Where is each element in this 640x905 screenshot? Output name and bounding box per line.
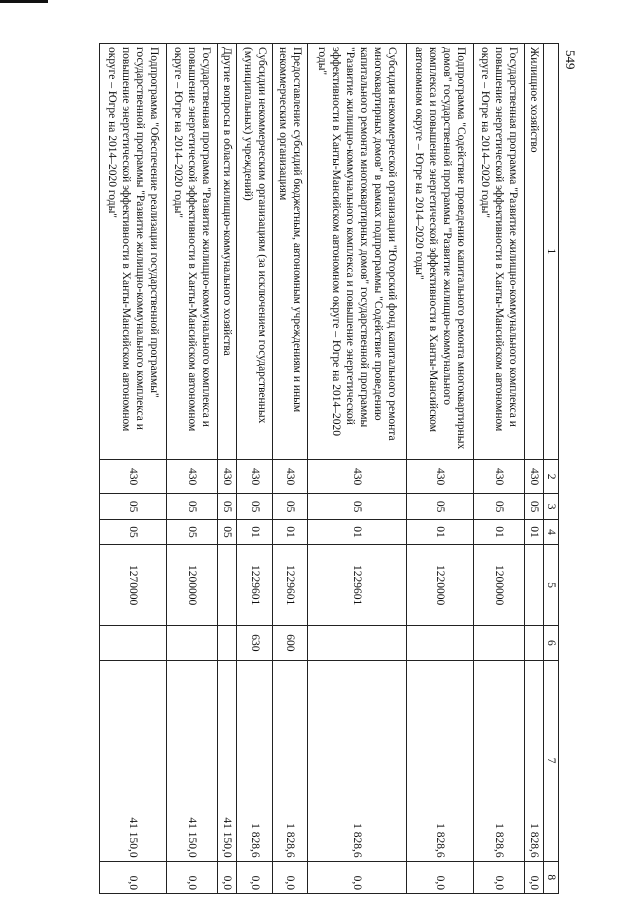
row-expense-type [524, 626, 543, 661]
header-cell-8: 8 [543, 861, 558, 893]
table-row [272, 44, 307, 894]
row-amount: 41 150,0 [218, 660, 237, 861]
row-target-code [524, 545, 543, 626]
row-target-code [218, 545, 237, 626]
header-cell-2: 2 [543, 459, 558, 494]
row-amount: 1 828,6 [307, 660, 406, 861]
row-section-code: 05 [100, 494, 167, 519]
header-cell-6: 6 [543, 626, 558, 661]
row-expense-type [167, 626, 218, 661]
row-description: Подпрограмма "Обеспечение реализации государственной программы" государственной программы "Развитие жилищно-коммунального комплекса и повышение энергетической эффективности в Ханты-Мансийском автономном округе – Югре на 2014–2020 годы" [100, 44, 167, 460]
header-cell-1: 1 [543, 44, 558, 460]
table-row [237, 44, 272, 894]
table-row [473, 44, 524, 894]
row-section-code: 05 [406, 494, 473, 519]
row-subsection-code: 05 [100, 519, 167, 544]
row-section-code: 05 [167, 494, 218, 519]
row-amount-2: 0,0 [100, 861, 167, 893]
row-subsection-code: 01 [473, 519, 524, 544]
row-target-code: 1229601 [237, 545, 272, 626]
table-row [524, 44, 543, 894]
row-amount: 41 150,0 [167, 660, 218, 861]
table-row [406, 44, 473, 894]
row-amount-2: 0,0 [272, 861, 307, 893]
row-expense-type [473, 626, 524, 661]
row-amount: 1 828,6 [272, 660, 307, 861]
row-description: Предоставление субсидий бюджетным, автономным учреждениям и иным некоммерческим организациям [272, 44, 307, 460]
row-subsection-code: 01 [307, 519, 406, 544]
table-row [100, 44, 167, 894]
row-admin-code: 430 [218, 459, 237, 494]
budget-table [99, 43, 559, 894]
header-row [543, 44, 558, 894]
row-description: Жилищное хозяйство [524, 44, 543, 460]
table-row [218, 44, 237, 894]
row-amount-2: 0,0 [473, 861, 524, 893]
header-cell-5: 5 [543, 545, 558, 626]
row-amount: 1 828,6 [473, 660, 524, 861]
row-expense-type [307, 626, 406, 661]
row-amount: 1 828,6 [237, 660, 272, 861]
row-admin-code: 430 [406, 459, 473, 494]
row-target-code: 1270000 [100, 545, 167, 626]
budget-table-wrapper [99, 43, 559, 894]
row-description: Субсидия некоммерческой организации "Югорский фонд капитального ремонта многоквартирных домов" в рамках подпрограммы "Содействие проведению капитального ремонта многоквартирных домов" государственной программы "Развитие жилищно-коммунального комплекса и повышение энергетической эффективности в Ханты-Мансийском автономном округе – Югре на 2014–2020 годы" [307, 44, 406, 460]
page-number: 549 [563, 50, 578, 70]
row-subsection-code: 01 [237, 519, 272, 544]
row-amount-2: 0,0 [307, 861, 406, 893]
row-expense-type: 600 [272, 626, 307, 661]
row-admin-code: 430 [473, 459, 524, 494]
row-subsection-code: 05 [218, 519, 237, 544]
row-amount: 1 828,6 [406, 660, 473, 861]
row-section-code: 05 [272, 494, 307, 519]
row-section-code: 05 [524, 494, 543, 519]
row-description: Государственная программа "Развитие жилищно-коммунального комплекса и повышение энергетической эффективности в Ханты-Мансийском автономном округе – Югре на 2014–2020 годы" [473, 44, 524, 460]
row-expense-type [218, 626, 237, 661]
row-amount: 41 150,0 [100, 660, 167, 861]
row-subsection-code: 01 [272, 519, 307, 544]
row-amount-2: 0,0 [524, 861, 543, 893]
row-target-code: 1229601 [307, 545, 406, 626]
row-target-code: 1229601 [272, 545, 307, 626]
row-target-code: 1220000 [406, 545, 473, 626]
row-target-code: 1200000 [473, 545, 524, 626]
table-row [167, 44, 218, 894]
row-subsection-code: 01 [406, 519, 473, 544]
row-subsection-code: 01 [524, 519, 543, 544]
row-admin-code: 430 [272, 459, 307, 494]
row-amount: 1 828,6 [524, 660, 543, 861]
row-amount-2: 0,0 [406, 861, 473, 893]
row-admin-code: 430 [524, 459, 543, 494]
row-description: Государственная программа "Развитие жилищно-коммунального комплекса и повышение энергетической эффективности в Ханты-Мансийском автономном округе – Югре на 2014–2020 годы" [167, 44, 218, 460]
header-cell-3: 3 [543, 494, 558, 519]
row-target-code: 1200000 [167, 545, 218, 626]
row-expense-type [406, 626, 473, 661]
row-admin-code: 430 [100, 459, 167, 494]
row-section-code: 05 [237, 494, 272, 519]
row-section-code: 05 [218, 494, 237, 519]
row-expense-type: 630 [237, 626, 272, 661]
row-amount-2: 0,0 [237, 861, 272, 893]
top-rule [0, 0, 48, 3]
row-amount-2: 0,0 [218, 861, 237, 893]
row-description: Субсидии некоммерческим организациям (за исключением государственных (муниципальных) учреждений) [237, 44, 272, 460]
row-admin-code: 430 [167, 459, 218, 494]
row-description: Подпрограмма "Содействие проведению капитального ремонта многоквартирных домов" государственной программы "Развитие жилищно-коммунального комплекса и повышение энергетической эффективности в Ханты-Мансийском автономном округе – Югре на 2014–2020 годы" [406, 44, 473, 460]
row-description: Другие вопросы в области жилищно-коммунального хозяйства [218, 44, 237, 460]
row-expense-type [100, 626, 167, 661]
row-section-code: 05 [473, 494, 524, 519]
row-amount-2: 0,0 [167, 861, 218, 893]
header-cell-4: 4 [543, 519, 558, 544]
row-admin-code: 430 [307, 459, 406, 494]
header-cell-7: 7 [543, 660, 558, 861]
table-row [307, 44, 406, 894]
row-admin-code: 430 [237, 459, 272, 494]
row-subsection-code: 05 [167, 519, 218, 544]
row-section-code: 05 [307, 494, 406, 519]
